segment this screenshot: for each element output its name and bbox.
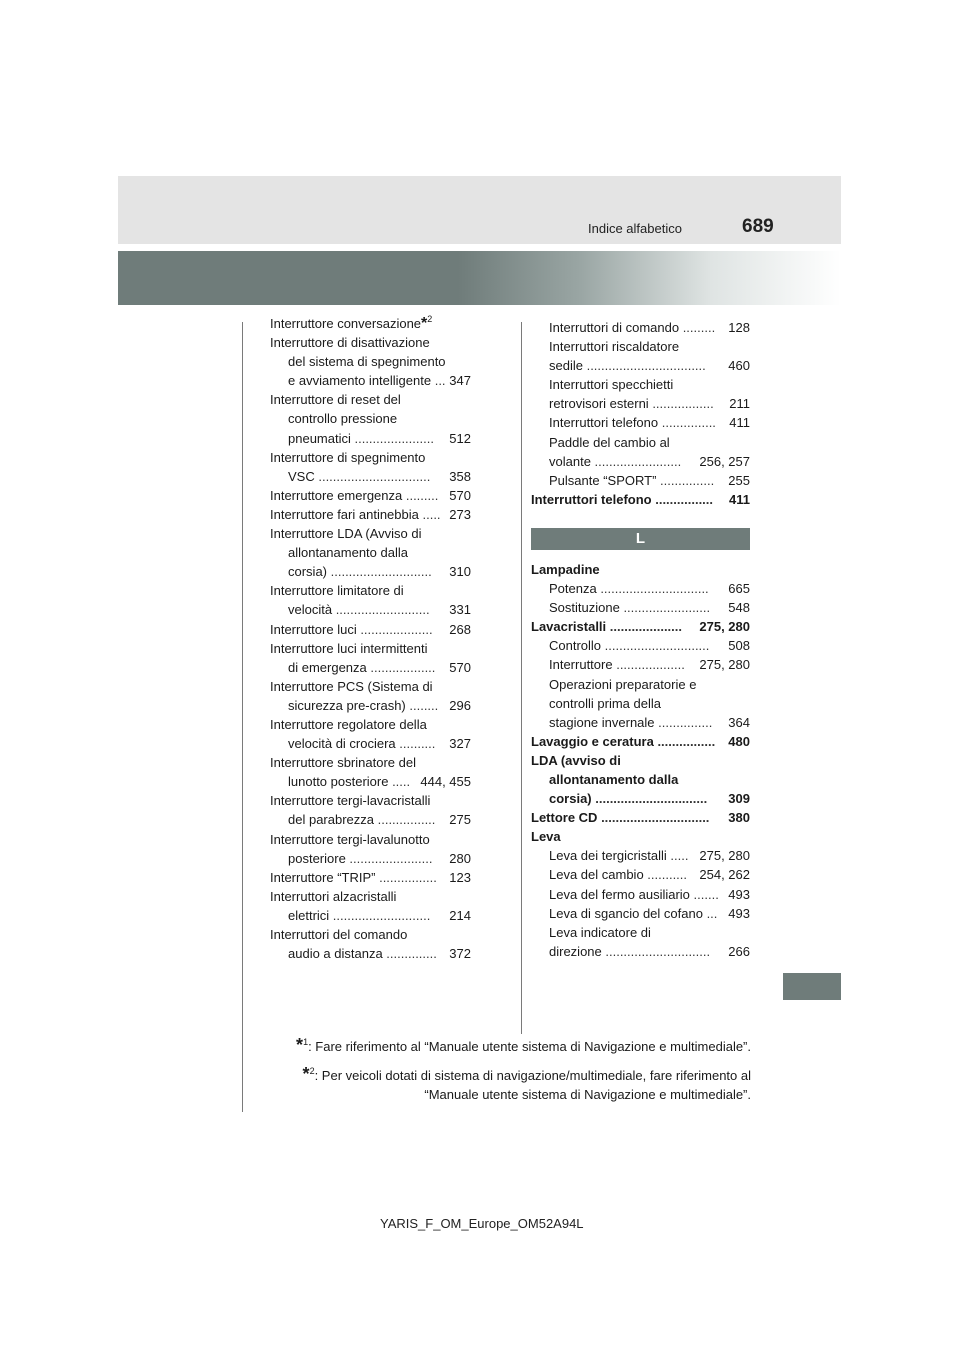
index-entry-line — [270, 620, 471, 639]
index-page-ref[interactable]: 331 — [449, 602, 471, 618]
index-entry-text: Leva — [531, 829, 561, 845]
dot-leader: ................ — [653, 733, 716, 749]
index-page-ref[interactable]: 211 — [729, 396, 750, 412]
index-page-ref[interactable]: 548 — [728, 600, 750, 616]
index-page-ref[interactable]: 310 — [449, 564, 471, 580]
dot-leader: ....................... — [345, 850, 433, 866]
index-page-ref[interactable]: 364 — [728, 714, 750, 730]
index-entry-line — [270, 849, 471, 868]
index-entry-line — [531, 904, 750, 923]
index-entry-text: Interruttore limitatore di — [270, 583, 404, 599]
dot-leader: .................... — [606, 619, 683, 635]
dot-leader: .............................. — [596, 581, 709, 597]
index-entry-line — [531, 885, 750, 904]
index-entry-line — [270, 658, 471, 677]
index-entry-text: corsia) — [288, 564, 328, 580]
dot-leader: ...................... — [350, 430, 434, 446]
index-entry-line — [270, 830, 471, 849]
index-entry-text: controllo pressione — [288, 411, 398, 427]
index-entry-text: Interruttori telefono — [531, 491, 652, 507]
index-entry-line — [531, 808, 750, 827]
index-column-right — [531, 318, 750, 961]
index-entry-line — [531, 413, 750, 432]
index-page-ref[interactable]: 327 — [449, 736, 471, 752]
index-page-ref[interactable]: 275, 280 — [699, 848, 750, 864]
dot-leader: ................................. — [582, 358, 706, 374]
index-page-ref[interactable]: 493 — [728, 886, 750, 902]
dot-leader: ............................. — [601, 943, 711, 959]
index-page-ref[interactable]: 444, 455 — [420, 774, 471, 790]
index-entry-line — [270, 352, 471, 371]
index-entry-text: e avviamento intelligente — [288, 373, 432, 389]
index-entry-line — [531, 433, 750, 452]
dot-leader: ............... — [654, 714, 713, 730]
section-letter-bar — [531, 528, 750, 550]
index-page-ref[interactable]: 280 — [449, 850, 471, 866]
index-entry-line — [270, 448, 471, 467]
index-entry-text: stagione invernale — [549, 714, 655, 730]
index-page-ref[interactable]: 570 — [449, 487, 471, 503]
index-entry-text: Interruttori riscaldatore — [549, 339, 680, 355]
index-entries-i-continued — [531, 318, 750, 509]
index-entry-text: Interruttori alzacristalli — [270, 888, 397, 904]
index-entry-line — [270, 581, 471, 600]
index-entry-line — [531, 490, 750, 509]
index-entry-line — [270, 429, 471, 448]
index-page-ref[interactable]: 254, 262 — [699, 867, 750, 883]
index-page-ref[interactable]: 512 — [449, 430, 471, 446]
index-entry-text: allontanamento dalla — [288, 545, 408, 561]
index-entry-line — [270, 925, 471, 944]
index-page-ref[interactable]: 309 — [728, 791, 750, 807]
index-entry-text: Lavaggio e ceratura — [531, 733, 654, 749]
index-entry-text: velocità — [288, 602, 333, 618]
index-entry-text: del sistema di spegnimento — [288, 354, 446, 370]
left-margin-rule — [242, 322, 243, 1112]
index-page-ref[interactable]: 255 — [728, 472, 750, 488]
index-entry-line — [531, 827, 750, 846]
dot-leader: ........................... — [329, 907, 431, 923]
dot-leader: ..... — [666, 848, 689, 864]
dot-leader: ..... — [418, 506, 441, 522]
index-entry-text: corsia) — [549, 791, 592, 807]
dot-leader: .......... — [395, 736, 436, 752]
index-entry-line — [531, 471, 750, 490]
index-page-ref[interactable]: 358 — [449, 468, 471, 484]
index-entry-line — [270, 944, 471, 963]
index-page-ref[interactable]: 411 — [729, 491, 750, 507]
dot-leader: ................ — [651, 491, 714, 507]
footnote-ref: 2 — [427, 313, 433, 324]
dot-leader: ... — [702, 905, 718, 921]
index-entry-text: direzione — [549, 943, 602, 959]
dot-leader: ......... — [402, 487, 439, 503]
dot-leader: ................ — [375, 869, 437, 885]
index-entry-line — [270, 772, 471, 791]
index-page-ref[interactable]: 411 — [729, 415, 750, 431]
index-entry-line — [531, 375, 750, 394]
index-page-ref[interactable]: 570 — [449, 659, 471, 675]
dot-leader: ............................ — [327, 564, 432, 580]
index-page-ref[interactable]: 460 — [728, 358, 750, 374]
index-entry-line — [270, 390, 471, 409]
index-entry-text: Potenza — [549, 581, 597, 597]
index-entry-text: Interruttore sbrinatore del — [270, 755, 416, 771]
index-page-ref[interactable]: 380 — [728, 810, 750, 826]
index-entry-text: velocità di crociera — [288, 736, 396, 752]
index-entry-line — [270, 734, 471, 753]
footnote-mark: 1 — [303, 1036, 309, 1047]
footnotes — [270, 1036, 751, 1104]
index-entry-line — [531, 318, 750, 337]
index-entry-line — [270, 333, 471, 352]
index-page-ref[interactable]: 266 — [728, 943, 750, 959]
index-entry-line — [270, 467, 471, 486]
index-entry-line — [531, 675, 750, 694]
dot-leader: ........ — [405, 697, 439, 713]
index-page-ref[interactable]: 347 — [449, 373, 471, 389]
index-entry-text: Lavacristalli — [531, 619, 607, 635]
index-entry-line — [270, 314, 471, 333]
footnote-text: : Per veicoli dotati di sistema di navigazione/multimediale, fare riferimento al — [314, 1068, 751, 1083]
index-entry-text: Leva indicatore di — [549, 924, 651, 940]
index-entry-text: Interruttore PCS (Sistema di — [270, 678, 433, 694]
index-page-ref[interactable]: 275 — [449, 812, 471, 828]
index-entry-text: Interruttore di disattivazione — [270, 335, 430, 351]
index-entry-line — [531, 751, 750, 770]
index-entry-line — [531, 942, 750, 961]
index-page-ref[interactable]: 480 — [728, 733, 750, 749]
index-entry-line — [531, 923, 750, 942]
index-entry-text: Interruttore di spegnimento — [270, 449, 426, 465]
dot-leader: ... — [431, 373, 446, 389]
footnote-1 — [270, 1036, 751, 1056]
index-entry-text: Interruttore regolatore della — [270, 716, 427, 732]
index-entry-text: audio a distanza — [288, 946, 383, 962]
dot-leader: ................. — [648, 396, 714, 412]
index-entry-line — [270, 810, 471, 829]
index-entry-text: controlli prima della — [549, 695, 661, 711]
index-entry-line — [270, 791, 471, 810]
index-page-ref[interactable]: 296 — [449, 697, 471, 713]
index-page-ref[interactable]: 214 — [449, 907, 471, 923]
section-title: Indice alfabetico — [588, 221, 682, 236]
index-entry-line — [531, 770, 750, 789]
index-entry-text: sedile — [549, 358, 583, 374]
index-page-ref[interactable]: 493 — [728, 905, 750, 921]
index-entry-line — [531, 356, 750, 375]
index-page-ref[interactable]: 128 — [728, 320, 750, 335]
index-entries-l — [531, 560, 750, 961]
index-entry-text: Interruttore tergi-lavalunotto — [270, 831, 430, 847]
index-page-ref[interactable]: 665 — [728, 581, 750, 597]
index-entry-text: Interruttore “TRIP” — [270, 869, 376, 885]
dot-leader: ............................. — [601, 638, 710, 654]
chapter-tab — [783, 973, 841, 1000]
index-entry-text: pneumatici — [288, 430, 351, 446]
index-entry-line — [531, 655, 750, 674]
index-entry-line — [270, 486, 471, 505]
index-entry-line — [270, 371, 471, 390]
index-entry-text: elettrici — [288, 907, 330, 923]
index-entry-line — [531, 337, 750, 356]
footnote-star: * — [296, 1035, 304, 1055]
dot-leader: .................. — [366, 659, 436, 675]
index-entry-text: Lettore CD — [531, 810, 598, 826]
index-entry-text: Leva dei tergicristalli — [549, 848, 667, 864]
index-entry-line — [270, 600, 471, 619]
dot-leader: ........... — [643, 867, 688, 883]
page-number: 689 — [742, 216, 774, 237]
index-entry-line — [270, 562, 471, 581]
index-entry-text: volante — [549, 453, 591, 469]
index-entry-line — [531, 617, 750, 636]
index-page-ref[interactable]: 275, 280 — [699, 657, 750, 673]
index-entry-text: Controllo — [549, 638, 602, 654]
index-entry-text: Paddle del cambio al — [549, 434, 670, 450]
index-entry-line — [531, 694, 750, 713]
footnote-mark: 2 — [309, 1065, 315, 1076]
index-entry-text: lunotto posteriore — [288, 774, 389, 790]
index-page-ref[interactable]: 273 — [449, 506, 471, 522]
document-code: YARIS_F_OM_Europe_OM52A94L — [380, 1216, 584, 1231]
index-entry-text: posteriore — [288, 850, 346, 866]
index-entry-line — [270, 868, 471, 887]
index-entry-text: Leva del fermo ausiliario — [549, 886, 690, 902]
index-page-ref[interactable]: 275, 280 — [699, 619, 750, 635]
footnote-star: * — [302, 1064, 310, 1084]
index-entry-text: allontanamento dalla — [549, 771, 679, 787]
index-entry-text: Lampadine — [531, 561, 600, 577]
index-entry-text: Pulsante “SPORT” — [549, 472, 657, 488]
index-entry-text: Interruttore tergi-lavacristalli — [270, 793, 431, 809]
footnote-text-continued: “Manuale utente sistema di Navigazione e multimediale”. — [424, 1087, 751, 1102]
index-entry-text: Interruttore di reset del — [270, 392, 401, 408]
index-entry-text: Interruttori di comando — [549, 320, 680, 335]
index-page-ref[interactable]: 256, 257 — [699, 453, 750, 469]
index-entry-text: Interruttore conversazione — [270, 316, 422, 331]
dot-leader: ........................ — [619, 600, 711, 616]
dot-leader: ........................ — [590, 453, 682, 469]
index-entry-line — [531, 636, 750, 655]
header-gradient-bar — [118, 251, 841, 305]
index-entry-line — [270, 696, 471, 715]
dot-leader: ....... — [689, 886, 719, 902]
index-entry-line — [531, 713, 750, 732]
index-entry-text: retrovisori esterni — [549, 396, 649, 412]
index-entry-text: Operazioni preparatorie e — [549, 676, 697, 692]
index-entry-text: Leva di sgancio del cofano — [549, 905, 703, 921]
index-entry-line — [270, 677, 471, 696]
dot-leader: ............... — [658, 415, 716, 431]
index-entry-line — [531, 598, 750, 617]
index-entry-line — [270, 753, 471, 772]
index-page-ref[interactable]: 123 — [449, 869, 471, 885]
index-page-ref[interactable]: 508 — [728, 638, 750, 654]
index-entry-line — [531, 452, 750, 471]
dot-leader: ............................... — [314, 468, 431, 484]
dot-leader: ............................... — [591, 791, 708, 807]
index-entry-text: Interruttore luci intermittenti — [270, 640, 428, 656]
footnote-text: : Fare riferimento al “Manuale utente sistema di Navigazione e multimediale”. — [308, 1039, 751, 1054]
dot-leader: ................ — [374, 812, 436, 828]
index-entry-text: del parabrezza — [288, 812, 374, 828]
header-band — [118, 176, 841, 244]
index-entry-text: Interruttore fari antinebbia — [270, 506, 419, 522]
footnote-star: * — [421, 315, 428, 332]
index-page-ref[interactable]: 268 — [449, 621, 471, 637]
dot-leader: .................... — [356, 621, 433, 637]
dot-leader: .............. — [382, 946, 437, 962]
index-entry-line — [270, 639, 471, 658]
index-entry-line — [531, 394, 750, 413]
index-entry-text: VSC — [288, 468, 315, 484]
footnote-2 — [270, 1065, 751, 1104]
index-column-left — [270, 314, 471, 963]
index-entry-line — [270, 887, 471, 906]
index-entry-text: Interruttore luci — [270, 621, 357, 637]
index-entry-line — [531, 732, 750, 751]
index-entry-line — [531, 865, 750, 884]
index-entry-text: Interruttore emergenza — [270, 487, 403, 503]
index-entry-line — [270, 715, 471, 734]
dot-leader: ................... — [612, 657, 685, 673]
index-entry-line — [270, 524, 471, 543]
dot-leader: ..... — [388, 774, 411, 790]
index-entry-text: Interruttori telefono — [549, 415, 659, 431]
section-letter: L — [635, 529, 646, 547]
index-entry-text: Interruttore LDA (Avviso di — [270, 526, 422, 542]
index-entry-text: LDA (avviso di — [531, 752, 621, 768]
column-divider — [521, 322, 522, 1034]
index-entry-line — [270, 906, 471, 925]
index-entry-text: di emergenza — [288, 659, 367, 675]
index-entry-line — [531, 846, 750, 865]
index-entry-text: Sostituzione — [549, 600, 620, 616]
index-entry-text: sicurezza pre-crash) — [288, 697, 406, 713]
index-entry-text: Leva del cambio — [549, 867, 644, 883]
index-entry-line — [270, 409, 471, 428]
index-entry-text: Interruttore — [549, 657, 613, 673]
index-entry-line — [270, 505, 471, 524]
index-entry-text: Interruttori specchietti — [549, 377, 674, 393]
dot-leader: ......... — [679, 320, 716, 335]
index-entry-text: Interruttori del comando — [270, 927, 408, 942]
index-page-ref[interactable]: 372 — [449, 946, 471, 962]
index-entry-line — [531, 789, 750, 808]
dot-leader: ............... — [656, 472, 715, 488]
index-entry-line — [270, 543, 471, 562]
dot-leader: .......................... — [332, 602, 430, 618]
index-entry-line — [531, 579, 750, 598]
index-entry-line — [531, 560, 750, 579]
dot-leader: .............................. — [597, 810, 710, 826]
